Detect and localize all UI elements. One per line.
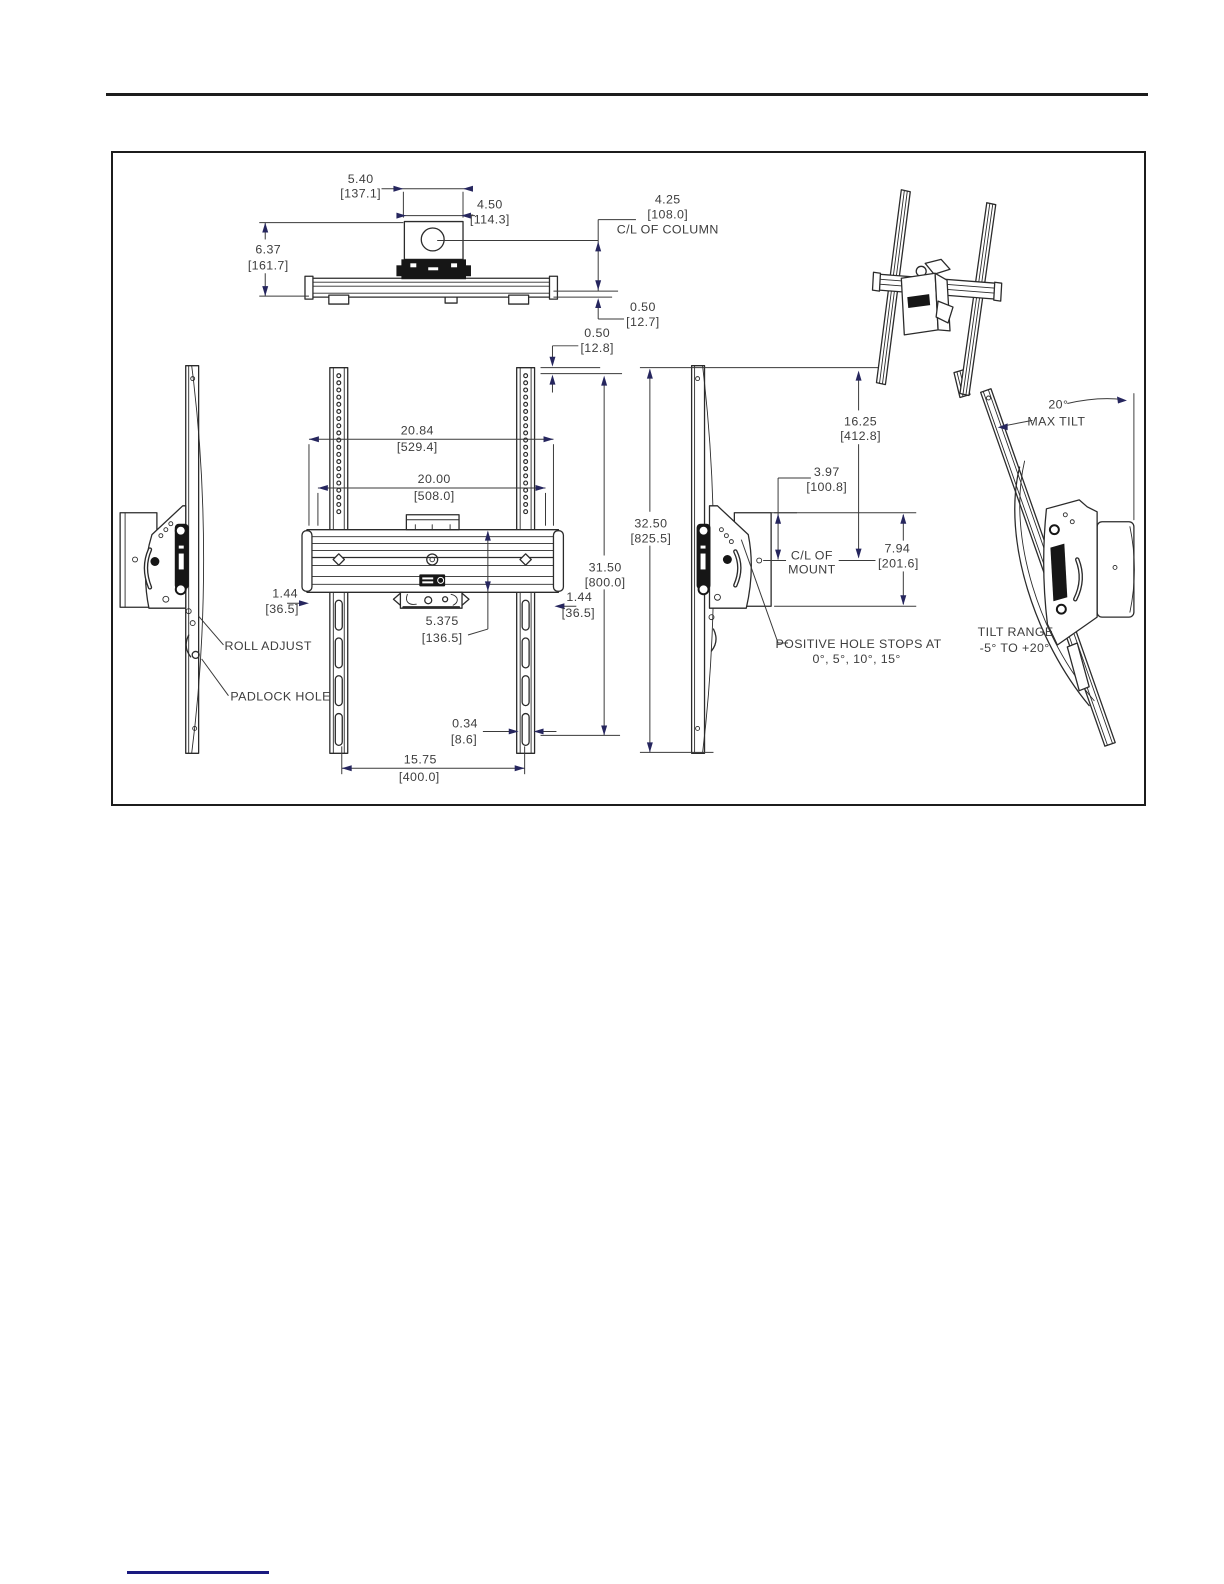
dim-front-top-offset-in: 0.50 [584, 325, 611, 340]
dim-top-outer-in: 5.40 [347, 171, 374, 186]
label-padlock-hole: PADLOCK HOLE [230, 689, 331, 704]
top-view [248, 172, 719, 329]
label-hole-stops-line1: POSITIVE HOLE STOPS AT [775, 636, 942, 651]
dim-slot-width-in: 0.34 [452, 716, 478, 731]
dim-top-inner-mm: [114.3] [469, 212, 510, 227]
front-dim-overhang-left [265, 586, 309, 616]
tilt-side-view [954, 370, 1134, 746]
dim-bar-outer-in: 20.84 [400, 423, 434, 438]
front-dim-rail-top-offset [541, 326, 622, 393]
dim-top-height-mm: [161.7] [247, 258, 289, 273]
right-side-view [630, 366, 941, 754]
dim-cl-column-in: 4.25 [654, 192, 681, 207]
dim-top-offset-in: 0.50 [630, 300, 656, 315]
dim-front-top-offset-mm: [12.8] [580, 340, 614, 355]
right-side-bracket [697, 506, 772, 651]
label-max-tilt-angle: 20° [1048, 397, 1069, 412]
isometric-view [873, 190, 1002, 396]
dim-rail-height-mm: [800.0] [584, 575, 626, 590]
label-roll-adjust: ROLL ADJUST [224, 638, 312, 653]
dim-top-height-in: 6.37 [255, 242, 282, 257]
dim-top-outer-mm: [137.1] [340, 186, 382, 201]
top-view-crossbar [305, 276, 557, 304]
tilt-range-label [978, 625, 1054, 655]
tilt-bracket [1044, 500, 1097, 691]
dim-overhang-left-in: 1.44 [272, 586, 298, 601]
dim-top-offset-mm: [12.7] [626, 314, 660, 329]
dim-overall-height-in: 32.50 [634, 516, 668, 531]
label-max-tilt: MAX TILT [1027, 414, 1086, 429]
dim-top-to-cl-mm: [412.8] [840, 429, 881, 444]
dim-bracket-height-mm: [201.6] [877, 556, 919, 571]
label-hole-stops-line2: 0°, 5°, 10°, 15° [812, 651, 901, 666]
dim-bracket-height-in: 7.94 [884, 541, 911, 556]
dim-bracket-top-to-cl-mm: [100.8] [806, 479, 848, 494]
dim-top-inner-in: 4.50 [476, 197, 503, 212]
dim-bracket-top-to-cl-in: 3.97 [813, 465, 840, 480]
header-rule [106, 93, 1148, 96]
dim-hole-spacing-in: 15.75 [403, 752, 437, 767]
dim-overhang-left-mm: [36.5] [265, 602, 299, 617]
dim-hole-spacing-mm: [400.0] [398, 770, 440, 785]
dim-slot-width-mm: [8.6] [450, 732, 478, 747]
top-view-column-bracket [396, 222, 471, 280]
front-dim-overhang-right [554, 590, 595, 620]
iso-column-box [901, 259, 953, 335]
front-view [265, 326, 625, 784]
dim-cl-column-mm: [108.0] [647, 207, 689, 222]
label-tilt-range-line1: TILT RANGE [977, 625, 1054, 640]
right-dim-top-to-cl [840, 371, 881, 559]
dim-overall-height-mm: [825.5] [630, 531, 672, 546]
tilt-wall-plate [1097, 522, 1134, 617]
label-tilt-range-line2: -5° TO +20° [979, 640, 1050, 655]
left-side-view [120, 366, 331, 754]
top-view-dim-outer-width [340, 172, 473, 218]
dim-cl-column-label: C/L OF COLUMN [616, 222, 719, 237]
footer-link-underline[interactable] [127, 1571, 269, 1574]
drawing-frame [111, 151, 1146, 806]
left-side-callouts [199, 616, 331, 703]
label-cl-mount-line2: MOUNT [788, 562, 836, 577]
front-dim-hole-spacing [342, 746, 525, 784]
dim-top-to-cl-in: 16.25 [844, 414, 878, 429]
dim-overhang-right-mm: [36.5] [561, 606, 596, 621]
dim-bar-inner-mm: [508.0] [413, 488, 455, 503]
front-dim-slot-width [451, 716, 557, 746]
front-under-bracket [393, 592, 469, 608]
tilt-max-tilt-callout [998, 397, 1127, 431]
dim-overhang-right-in: 1.44 [566, 590, 593, 605]
dim-bar-inner-in: 20.00 [417, 471, 451, 486]
dim-bar-outer-mm: [529.4] [396, 440, 438, 455]
dim-bar-height-mm: [136.5] [421, 630, 463, 645]
label-cl-mount-line1: C/L OF [790, 548, 833, 563]
dim-rail-height-in: 31.50 [588, 560, 622, 575]
dimension-drawing [113, 153, 1144, 804]
top-view-dim-offset [553, 297, 659, 329]
right-dim-bracket-top-to-cl [771, 465, 847, 559]
dim-bar-height-in: 5.375 [425, 614, 459, 629]
